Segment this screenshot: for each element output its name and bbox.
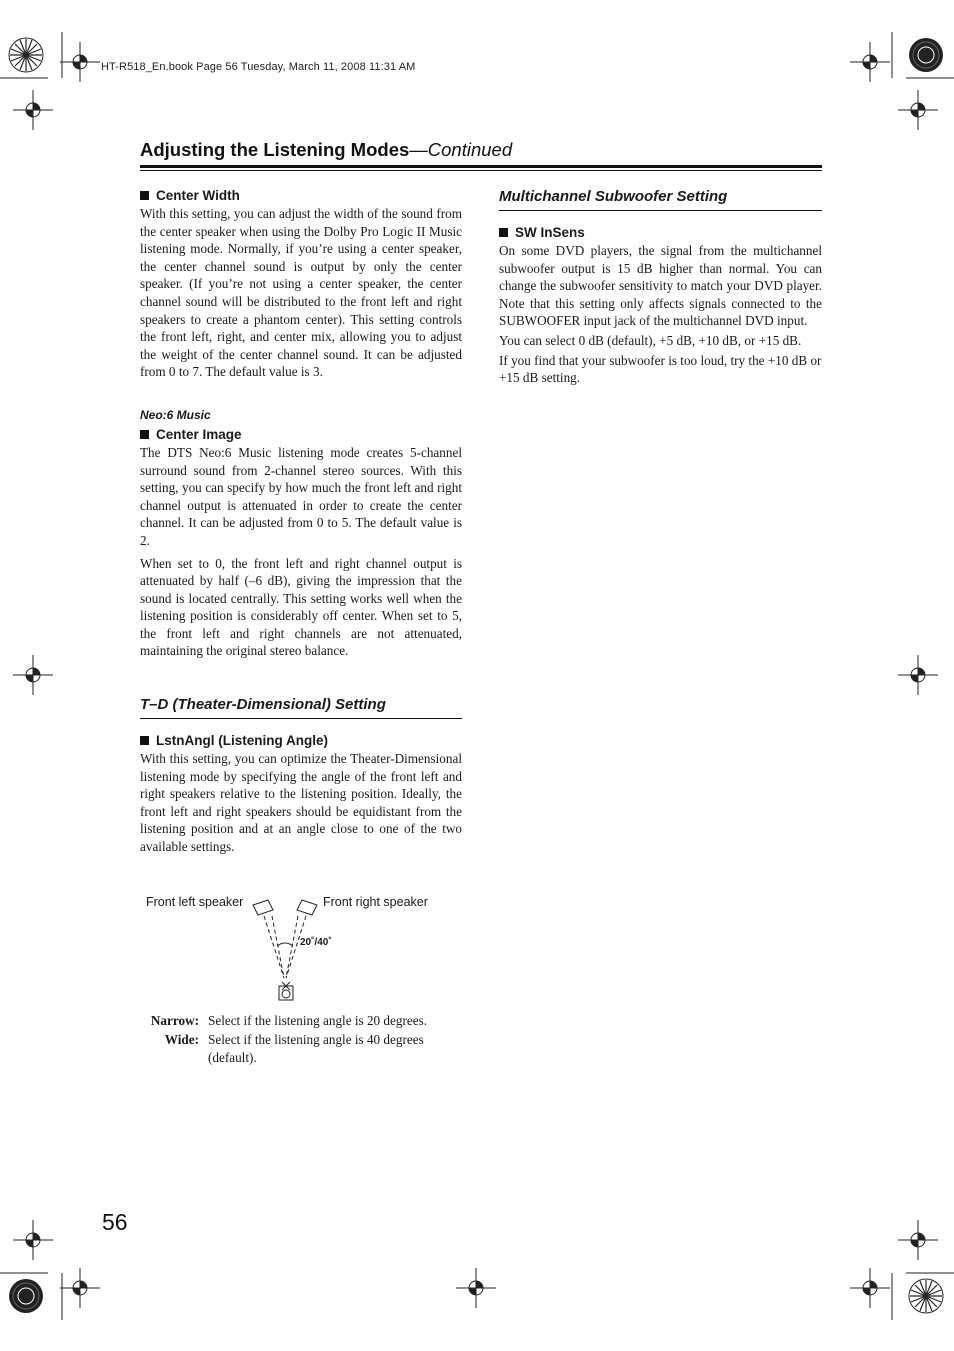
definition-term: Narrow: — [150, 1013, 199, 1028]
center-image-heading — [140, 427, 462, 442]
sw-insens-text-2: You can select 0 dB (default), +5 dB, +10 dB, or +15 dB. — [499, 332, 802, 348]
center-width-heading-text: Center Width — [156, 188, 240, 203]
front-left-speaker-label: Front left speaker — [146, 895, 244, 909]
sw-insens-heading-text: SW InSens — [515, 225, 585, 240]
sw-insens-text-1: On some DVD players, the signal from the multichannel subwoofer output is 15 dB higher than normal. You can change the subwoofer sensitivity to match your DVD player. Note that this setting only affects signals connected to the SUBWOOFER input jack of the multichannel DVD input. — [499, 243, 822, 329]
sw-insens-text-3: If you find that your subwoofer is too loud, try the +10 dB or +15 dB setting. — [499, 352, 822, 386]
center-width-text: With this setting, you can adjust the width of the sound from the center speaker when using the Dolby Pro Logic II Music listening mode. Normally, if you’re using a center speaker, the center channel sound is output by only the center speaker. (If you’re not using a center speaker, the center channel sound will be distributed to the front left and right speakers to create a phantom center). This setting controls the front left, right, and center mix, allowing you to adjust the weight of the center channel sound. It can be adjusted from 0 to 7. The default value is 3. — [140, 206, 462, 380]
center-width-heading — [140, 188, 462, 203]
td-section-heading: T–D (Theater-Dimensional) Setting — [140, 696, 462, 719]
page-title-main: Adjusting the Listening Modes — [140, 139, 410, 160]
center-image-text-2: When set to 0, the front left and right channel output is attenuated by half (–6 dB), giving the impression that the sound is located centrally. This setting works well when the listening position is considerably off center. When set to 5, the front left and right channels are not attenuated, maintaining the original stereo balance. — [140, 555, 462, 659]
center-image-heading-text: Center Image — [156, 426, 242, 442]
lstnangl-text: With this setting, you can optimize the Theater-Dimensional listening mode by specifying the angle of the front left and right speakers relative to the listening position. Ideally, the front left and right speakers should be equidistant from the listening position and at an angle close to one of the two available settings. — [140, 751, 462, 855]
lstnangl-heading — [140, 733, 462, 748]
page-number: 56 — [102, 1209, 128, 1235]
square-bullet-icon — [140, 430, 149, 439]
definition-narrow — [140, 1012, 462, 1031]
left-speaker-icon — [253, 900, 273, 915]
definition-desc: Select if the listening angle is 40 degrees (default). — [208, 1031, 424, 1065]
definition-term: Wide: — [164, 1031, 199, 1047]
angle-definitions — [140, 1012, 462, 1068]
sw-insens-heading — [499, 225, 822, 240]
definition-wide — [140, 1031, 462, 1068]
left-column — [140, 188, 462, 856]
title-rule — [140, 165, 822, 168]
page-title-continued: —Continued — [409, 139, 513, 160]
multichannel-subwoofer-heading: Multichannel Subwoofer Setting — [499, 188, 822, 211]
file-header: HT-R518_En.book Page 56 Tuesday, March 11, 2008 11:31 AM — [101, 61, 416, 73]
neo6-music-heading: Neo:6 Music — [140, 407, 211, 422]
front-right-speaker-label: Front right speaker — [323, 895, 428, 909]
lstnangl-heading-text: LstnAngl (Listening Angle) — [156, 733, 328, 749]
definition-desc: Select if the listening angle is 20 degrees. — [208, 1013, 427, 1028]
square-bullet-icon — [140, 191, 149, 200]
page-title — [140, 139, 512, 161]
right-speaker-icon — [297, 900, 317, 915]
listening-angle-diagram — [140, 890, 462, 1010]
listener-icon — [279, 982, 293, 1000]
right-column — [499, 188, 822, 387]
square-bullet-icon — [499, 228, 508, 237]
angle-label: 20˚/40˚ — [300, 937, 332, 948]
square-bullet-icon — [140, 736, 149, 745]
center-image-text-1: The DTS Neo:6 Music listening mode creates 5-channel surround sound from 2-channel stereo sources. With this setting, you can specify by how much the front left and right channel output is attenuated in order to create the center channel. It can be adjusted from 0 to 5. The default value is 2. — [140, 444, 462, 548]
speaker-angle-drawing — [140, 890, 462, 1010]
title-rule-thin — [140, 170, 822, 171]
